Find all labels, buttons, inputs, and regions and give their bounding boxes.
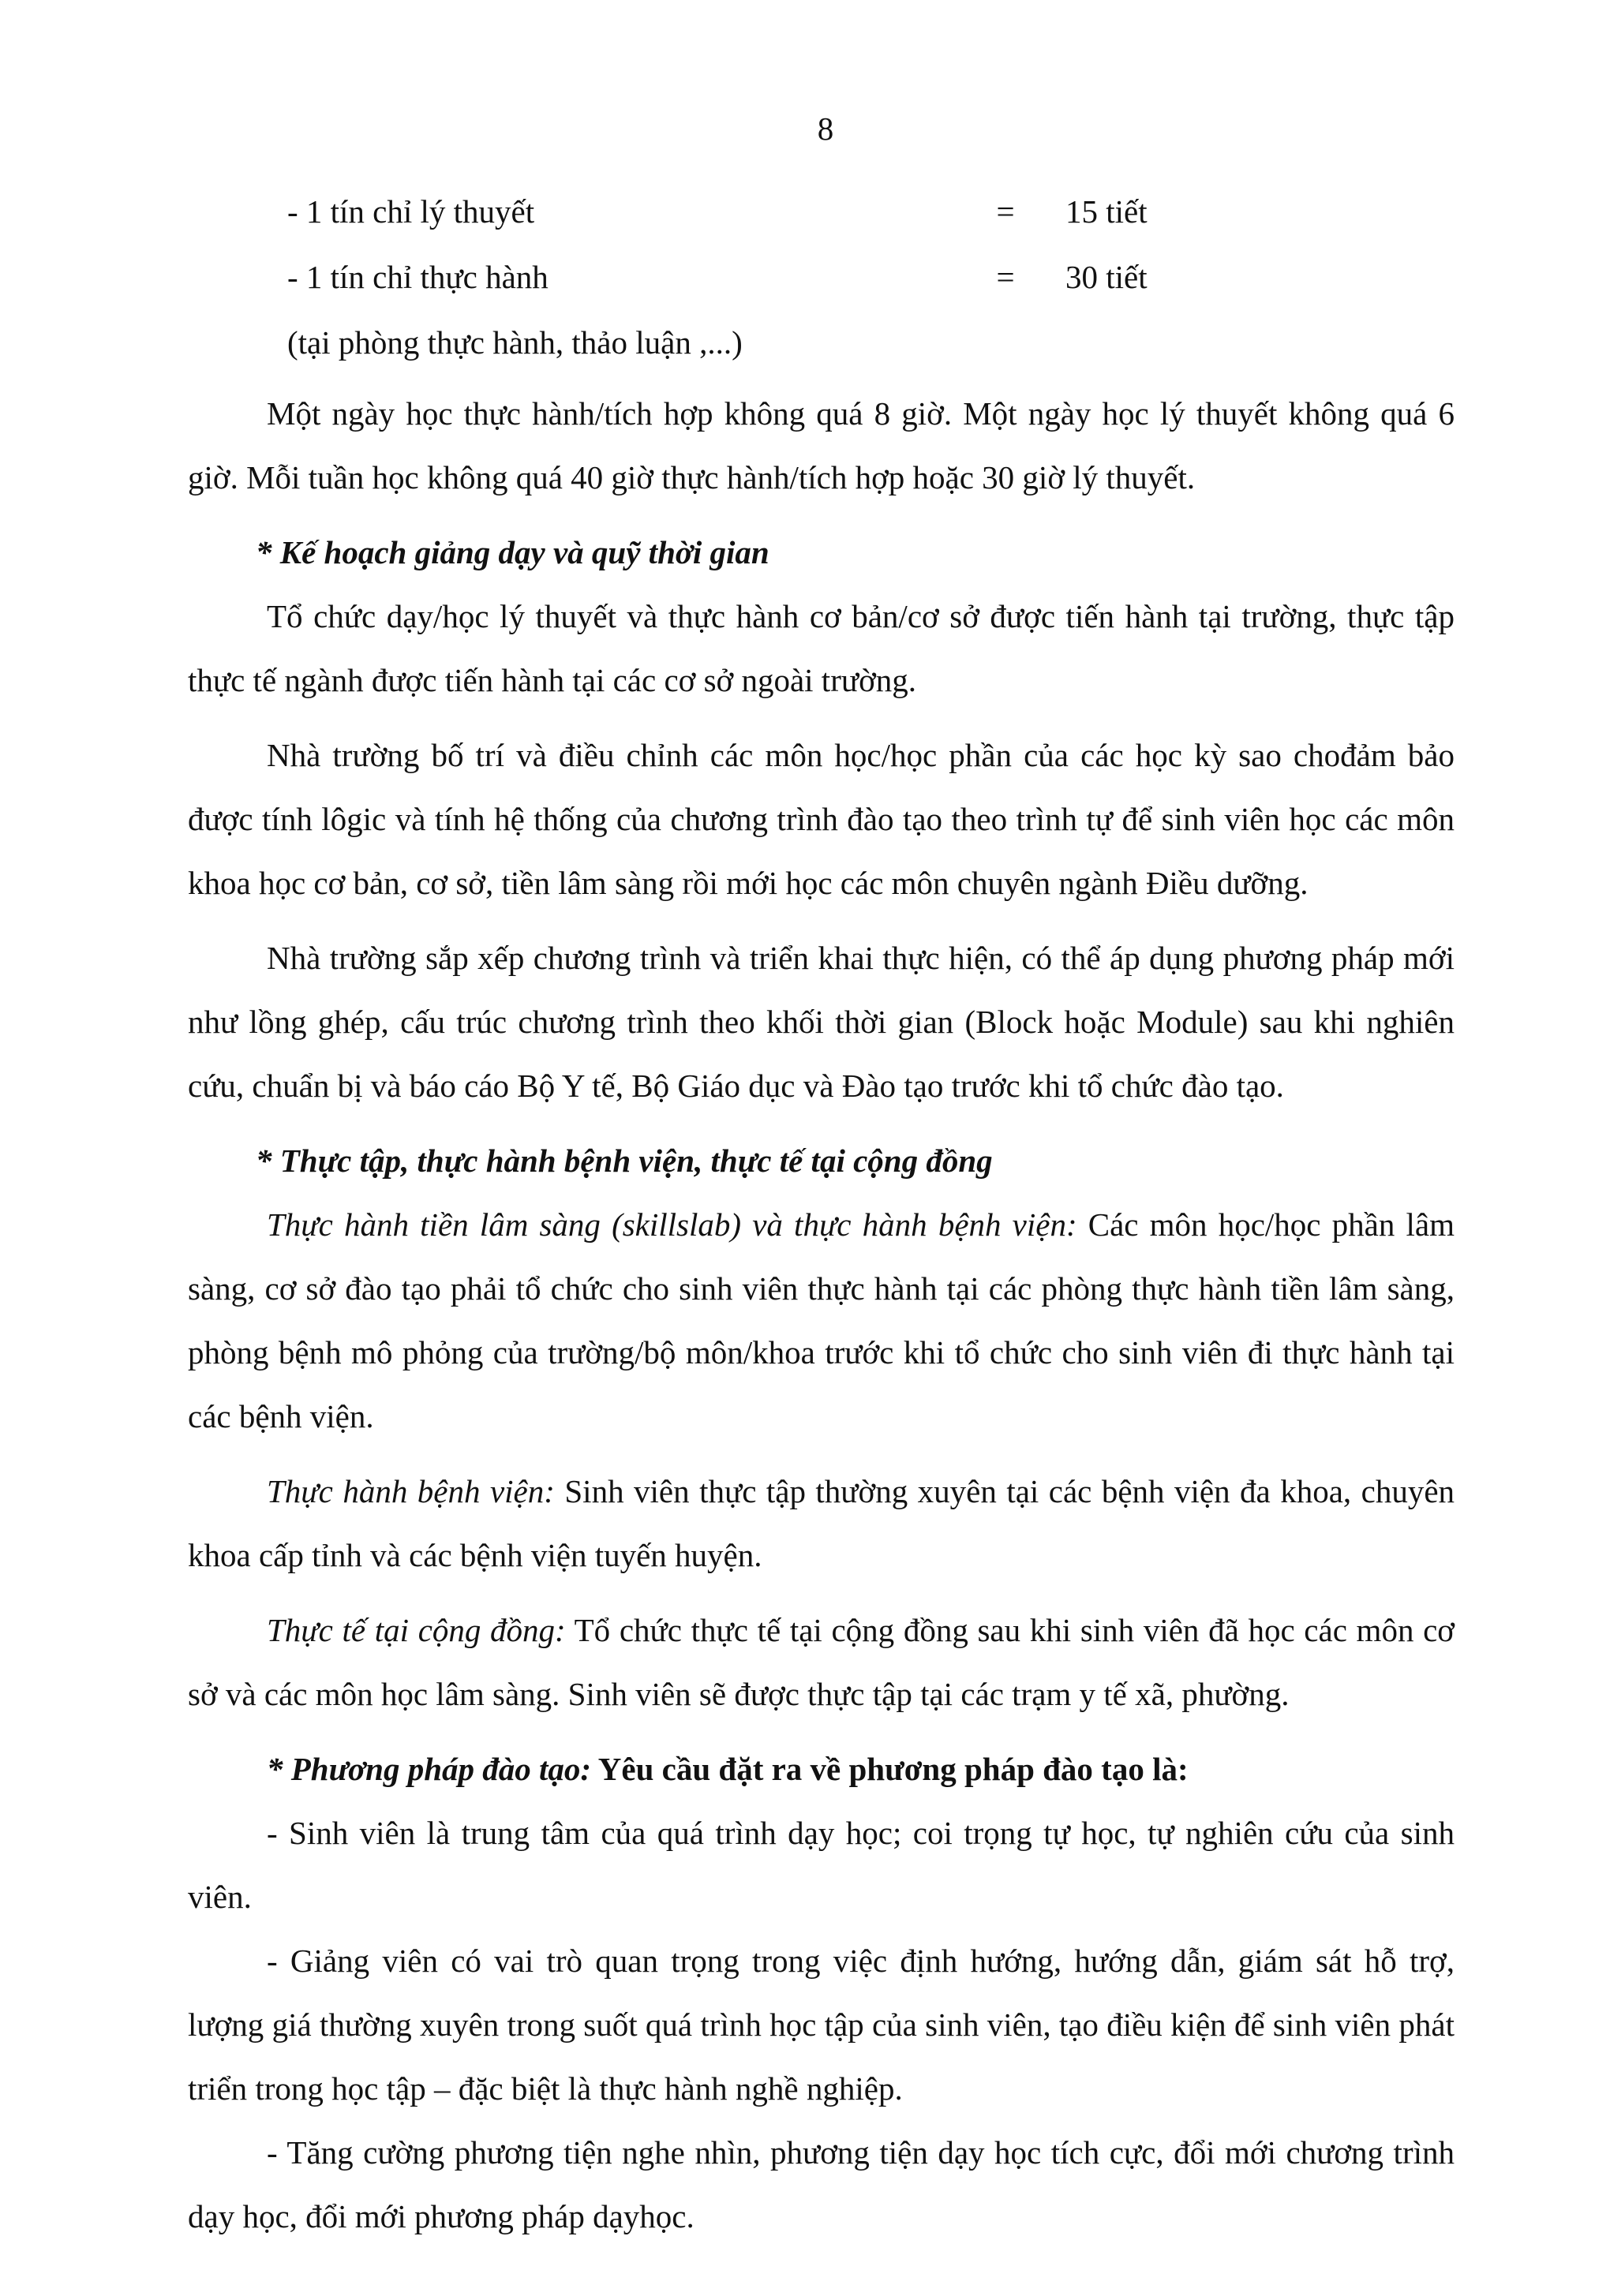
hospital-text: Sinh viên thực tập thường xuyên tại các bệnh viện đa khoa, chuyên khoa cấp tỉnh và các bệnh viện tuyến huyện. bbox=[188, 1473, 1455, 1573]
equals-sign: = bbox=[996, 259, 1015, 295]
method-item: - Tăng cường phương tiện nghe nhìn, phương tiện dạy học tích cực, đổi mới chương trình dạy học, đổi mới phương pháp dạyhọc. bbox=[188, 2134, 1455, 2234]
method-item: - Sinh viên là trung tâm của quá trình dạy học; coi trọng tự học, tự nghiên cứu của sinh viên. bbox=[188, 1815, 1455, 1915]
paragraph-hours: Một ngày học thực hành/tích hợp không quá 8 giờ. Một ngày học lý thuyết không quá 6 giờ. Mỗi tuần học không quá 40 giờ thực hành/tích hợp hoặc 30 giờ lý thuyết. bbox=[188, 395, 1455, 495]
credit-value: 15 tiết bbox=[1065, 193, 1148, 230]
method-text: Yêu cầu đặt ra về phương pháp đào tạo là: bbox=[591, 1751, 1189, 1787]
paragraph-plan-2: Nhà trường bố trí và điều chỉnh các môn học/học phần của các học kỳ sao chođảm bảo được tính lôgic và tính hệ thống của chương trình đào tạo theo trình tự để sinh viên học các môn khoa học cơ bản, cơ sở, tiền lâm sàng rồi mới học các môn chuyên ngành Điều dưỡng. bbox=[188, 737, 1455, 901]
credit-note: (tại phòng thực hành, thảo luận ,...) bbox=[287, 324, 743, 361]
credit-label: - 1 tín chỉ lý thuyết bbox=[287, 193, 535, 230]
skillslab-text: Các môn học/học phần lâm sàng, cơ sở đào tạo phải tổ chức cho sinh viên thực hành tại các phòng thực hành tiền lâm sàng, phòng bệnh mô phỏng của trường/bộ môn/khoa trước khi tổ chức cho sinh viên đi thực hành tại các bệnh viện. bbox=[188, 1206, 1455, 1434]
community-text: Tổ chức thực tế tại cộng đồng sau khi sinh viên đã học các môn cơ sở và các môn học lâm sàng. Sinh viên sẽ được thực tập tại các trạm y tế xã, phường. bbox=[188, 1612, 1455, 1712]
method-item: - Giảng viên có vai trò quan trọng trong việc định hướng, hướng dẫn, giám sát hỗ trợ, lượng giá thường xuyên trong suốt quá trình học tập của sinh viên, tạo điều kiện để sinh viên phát triển trong học tập – đặc biệt là thực hành nghề nghiệp. bbox=[188, 1943, 1455, 2107]
page-number: 8 bbox=[817, 110, 834, 147]
paragraph-community bbox=[188, 1599, 1455, 1726]
paragraph-plan-1: Tổ chức dạy/học lý thuyết và thực hành cơ bản/cơ sở được tiến hành tại trường, thực tập thực tế ngành được tiến hành tại các cơ sở ngoài trường. bbox=[188, 598, 1455, 698]
credit-row-theory bbox=[188, 180, 1455, 245]
paragraph-training-method bbox=[188, 1737, 1455, 1801]
paragraph-skillslab bbox=[188, 1193, 1455, 1449]
skillslab-lead: Thực hành tiền lâm sàng (skillslab) và thực hành bệnh viện: bbox=[267, 1206, 1077, 1243]
page-content bbox=[188, 180, 1455, 2249]
credit-value: 30 tiết bbox=[1065, 259, 1148, 295]
community-lead: Thực tế tại cộng đồng: bbox=[267, 1612, 566, 1648]
paragraph-hospital bbox=[188, 1460, 1455, 1587]
method-lead: * Phương pháp đào tạo: bbox=[267, 1751, 592, 1787]
paragraph-plan-3: Nhà trường sắp xếp chương trình và triển khai thực hiện, có thể áp dụng phương pháp mới như lồng ghép, cấu trúc chương trình theo khối thời gian (Block hoặc Module) sau khi nghiên cứu, chuẩn bị và báo cáo Bộ Y tế, Bộ Giáo dục và Đào tạo trước khi tổ chức đào tạo. bbox=[188, 940, 1455, 1104]
hospital-lead: Thực hành bệnh viện: bbox=[267, 1473, 555, 1509]
credit-row-practice bbox=[188, 245, 1455, 311]
heading-teaching-plan: * Kế hoạch giảng dạy và quỹ thời gian bbox=[256, 534, 769, 570]
heading-practice: * Thực tập, thực hành bệnh viện, thực tế tại cộng đồng bbox=[256, 1142, 993, 1179]
credit-label: - 1 tín chỉ thực hành bbox=[287, 259, 549, 295]
equals-sign: = bbox=[996, 193, 1015, 230]
